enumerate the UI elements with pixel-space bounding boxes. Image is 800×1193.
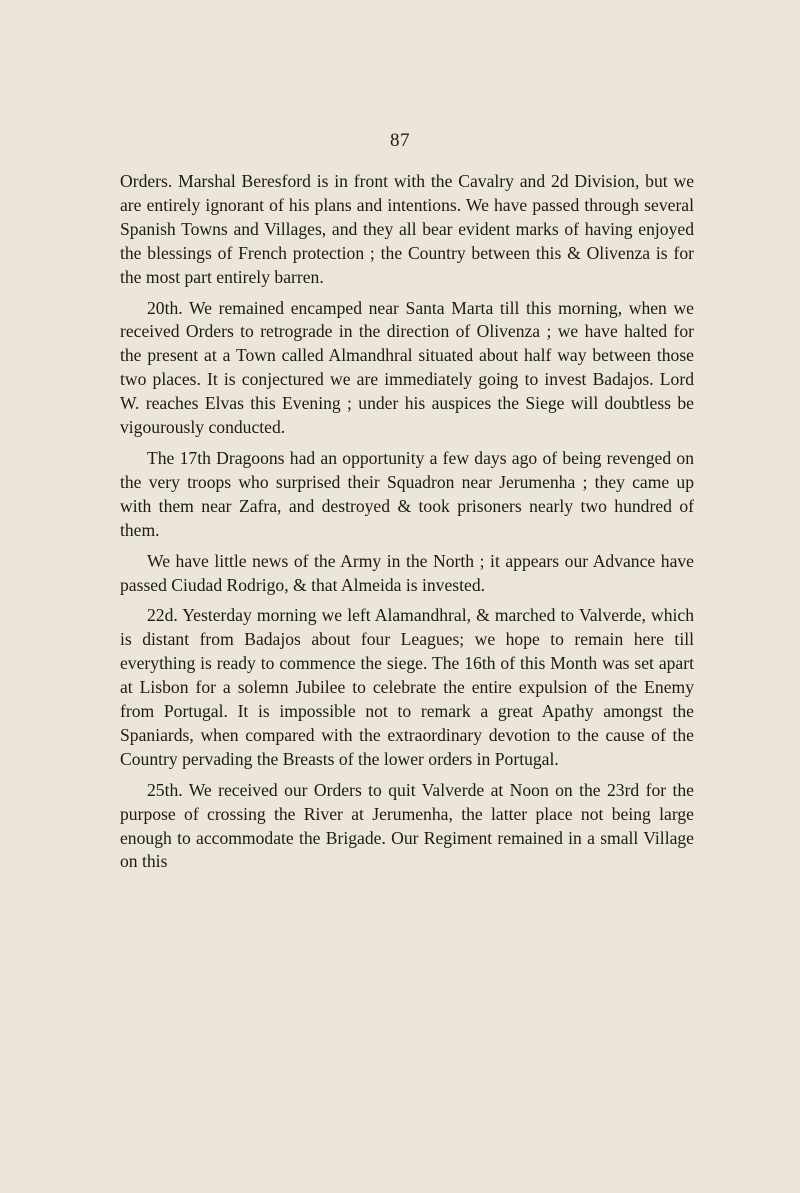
paragraph-25th: 25th. We received our Orders to quit Valverde at Noon on the 23rd for the purpose of crossing the River at Jerumenha, the latter place not being large enough to accommodate the Brigade. Our Regiment remained in a small Village on this — [120, 779, 694, 872]
paragraph-22d: 22d. Yesterday morning we left Alamandhral, & marched to Valverde, which is distant from Badajos about four Leagues; we hope to remain here till everything is ready to commence the siege. The 16th of this Month was set apart at Lisbon for a solemn Jubilee to celebrate the entire expulsion of the Enemy from Portugal. It is impossible not to remark a great Apathy amongst the Spaniards, when compared with the extraordinary devotion to the cause of the Country pervading the Breasts of the lower orders in Portugal. — [120, 605, 694, 769]
paragraph-army-north: We have little news of the Army in the North ; it appears our Advance have passed Ciudad Rodrigo, & that Almeida is invested. — [120, 550, 694, 595]
paragraph-20th: 20th. We remained encamped near Santa Marta till this morning, when we received Orders to retrograde in the direction of Olivenza ; we have halted for the present at a Town called Almandhral situated about half way between those two places. It is conjectured we are immediately going to invest Badajos. Lord W. reaches Elvas this Evening ; under his auspices the Siege will doubtless be vigourously conducted. — [120, 297, 694, 438]
paragraph-continuation: Orders. Marshal Beresford is in front with the Cavalry and 2d Division, but we are entirely ignorant of his plans and intentions. We have passed through several Spanish Towns and Villages, and they all bear evident marks of having enjoyed the blessings of French protection ; the Country between this & Olivenza is for the most part entirely barren. — [120, 171, 694, 287]
page-number: 87 — [390, 130, 410, 151]
body-text — [120, 170, 694, 874]
paragraph-17th-dragoons: The 17th Dragoons had an opportunity a few days ago of being revenged on the very troops who surprised their Squadron near Jerumenha ; they came up with them near Zafra, and destroyed & took prisoners nearly two hundred of them. — [120, 447, 694, 540]
